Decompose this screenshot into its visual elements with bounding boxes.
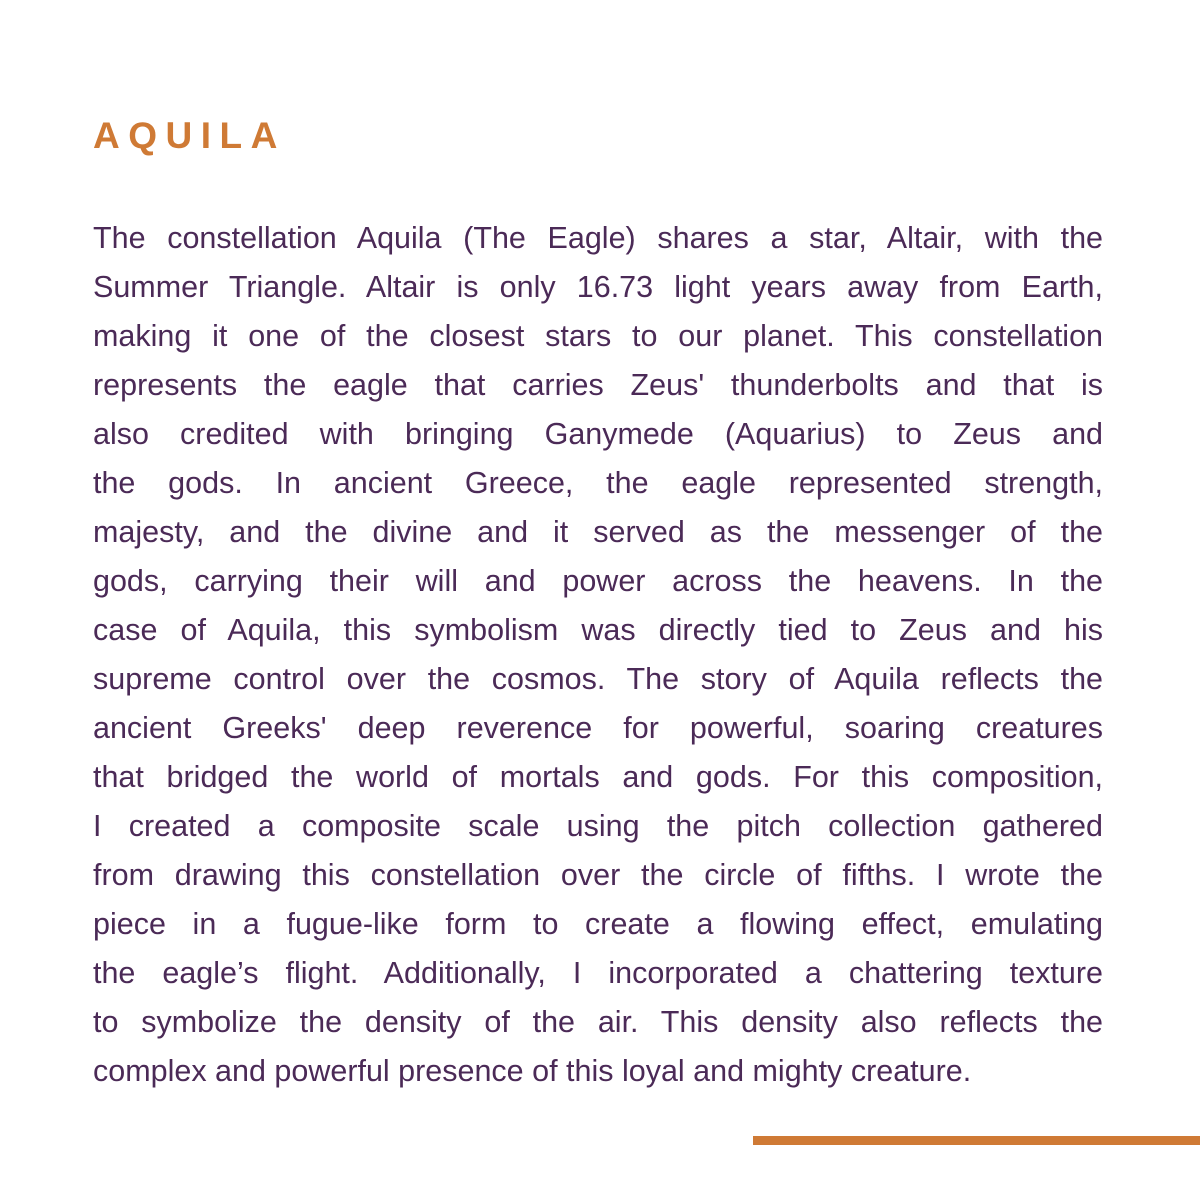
paragraph-line: majesty, and the divine and it served as the messenger of the — [93, 515, 1103, 549]
paragraph-line: The constellation Aquila (The Eagle) shares a star, Altair, with the — [93, 221, 1103, 255]
paragraph-line: case of Aquila, this symbolism was directly tied to Zeus and his — [93, 613, 1103, 647]
paragraph-line: gods, carrying their will and power across the heavens. In the — [93, 564, 1103, 598]
paragraph-line: from drawing this constellation over the circle of fifths. I wrote the — [93, 858, 1103, 892]
paragraph-line: piece in a fugue-like form to create a flowing effect, emulating — [93, 907, 1103, 941]
accent-divider — [753, 1136, 1200, 1145]
page-title: AQUILA — [93, 115, 286, 156]
paragraph-line: the eagle’s flight. Additionally, I incorporated a chattering texture — [93, 956, 1103, 990]
paragraph-line: complex and powerful presence of this loyal and mighty creature. — [93, 1054, 972, 1088]
paragraph-line: the gods. In ancient Greece, the eagle represented strength, — [93, 466, 1103, 500]
paragraph-line: supreme control over the cosmos. The story of Aquila reflects the — [93, 662, 1103, 696]
paragraph-line: Summer Triangle. Altair is only 16.73 light years away from Earth, — [93, 270, 1103, 304]
body-paragraph — [93, 214, 1103, 1096]
paragraph-line: making it one of the closest stars to our planet. This constellation — [93, 319, 1103, 353]
paragraph-line: that bridged the world of mortals and gods. For this composition, — [93, 760, 1103, 794]
paragraph-line: I created a composite scale using the pitch collection gathered — [93, 809, 1103, 843]
paragraph-line: also credited with bringing Ganymede (Aquarius) to Zeus and — [93, 417, 1103, 451]
paragraph-line: to symbolize the density of the air. This density also reflects the — [93, 1005, 1103, 1039]
paragraph-line: ancient Greeks' deep reverence for powerful, soaring creatures — [93, 711, 1103, 745]
paragraph-line: represents the eagle that carries Zeus' thunderbolts and that is — [93, 368, 1103, 402]
